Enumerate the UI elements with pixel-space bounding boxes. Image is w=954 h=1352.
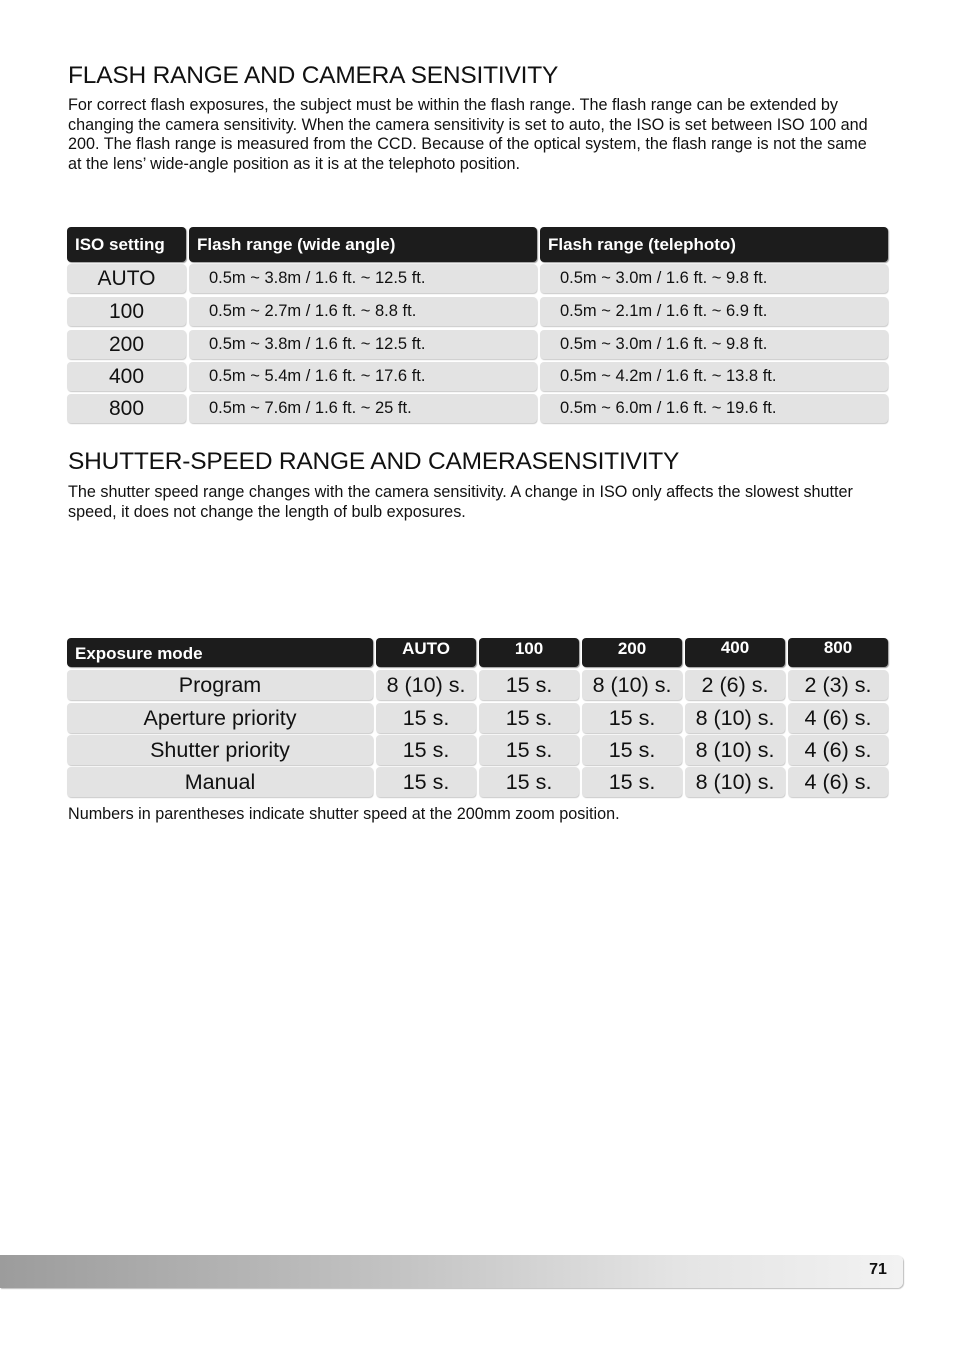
flash-row-iso: 100 [67,297,186,326]
shutter-table-header-iso: 400 [685,638,785,667]
flash-row-wide: 0.5m ~ 3.8m / 1.6 ft. ~ 12.5 ft. [189,330,537,359]
flash-table-header-iso: ISO setting [67,227,186,262]
shutter-row-mode: Aperture priority [67,703,373,733]
shutter-row-value: 8 (10) s. [582,670,682,700]
shutter-row-value: 15 s. [376,767,476,797]
flash-row-wide: 0.5m ~ 3.8m / 1.6 ft. ~ 12.5 ft. [189,264,537,293]
shutter-row-mode: Program [67,670,373,700]
shutter-row-value: 8 (10) s. [376,670,476,700]
shutter-table-header-iso: 100 [479,638,579,667]
shutter-row-mode: Manual [67,767,373,797]
shutter-row-value: 8 (10) s. [685,735,785,765]
shutter-row-value: 8 (10) s. [685,767,785,797]
flash-row-tele: 0.5m ~ 2.1m / 1.6 ft. ~ 6.9 ft. [540,297,888,326]
shutter-row-value: 15 s. [479,703,579,733]
shutter-row-value: 4 (6) s. [788,767,888,797]
shutter-section-paragraph: The shutter speed range changes with the camera sensitivity. A change in ISO only affects the slowest shutter speed, it does not change the length of bulb exposures. [68,483,853,521]
shutter-table-header-iso: AUTO [376,638,476,667]
shutter-row-value: 15 s. [479,670,579,700]
flash-row-tele: 0.5m ~ 4.2m / 1.6 ft. ~ 13.8 ft. [540,362,888,391]
flash-table-header-wide: Flash range (wide angle) [189,227,537,262]
shutter-row-value: 2 (6) s. [685,670,785,700]
flash-row-wide: 0.5m ~ 7.6m / 1.6 ft. ~ 25 ft. [189,394,537,423]
flash-row-wide: 0.5m ~ 2.7m / 1.6 ft. ~ 8.8 ft. [189,297,537,326]
shutter-row-value: 2 (3) s. [788,670,888,700]
flash-table-header-tele: Flash range (telephoto) [540,227,888,262]
flash-row-tele: 0.5m ~ 3.0m / 1.6 ft. ~ 9.8 ft. [540,264,888,293]
page-number: 71 [869,1261,887,1278]
shutter-table-header-iso: 200 [582,638,682,667]
shutter-row-value: 15 s. [479,767,579,797]
flash-row-tele: 0.5m ~ 3.0m / 1.6 ft. ~ 9.8 ft. [540,330,888,359]
shutter-table-header-iso: 800 [788,638,888,667]
shutter-row-value: 15 s. [582,767,682,797]
shutter-row-value: 15 s. [376,735,476,765]
shutter-row-value: 4 (6) s. [788,735,888,765]
shutter-row-value: 4 (6) s. [788,703,888,733]
shutter-row-value: 15 s. [582,735,682,765]
shutter-table-note: Numbers in parentheses indicate shutter speed at the 200mm zoom position. [68,805,620,823]
shutter-section-title: SHUTTER-SPEED RANGE AND CAMERASENSITIVITY [68,448,680,475]
flash-row-iso: 200 [67,330,186,359]
shutter-row-value: 8 (10) s. [685,703,785,733]
flash-section-title: FLASH RANGE AND CAMERA SENSITIVITY [68,62,559,89]
flash-row-tele: 0.5m ~ 6.0m / 1.6 ft. ~ 19.6 ft. [540,394,888,423]
flash-row-iso: 400 [67,362,186,391]
shutter-row-mode: Shutter priority [67,735,373,765]
flash-row-wide: 0.5m ~ 5.4m / 1.6 ft. ~ 17.6 ft. [189,362,537,391]
flash-section-paragraph: For correct flash exposures, the subject must be within the flash range. The flash range can be extended by changing the camera sensitivity. When the camera sensitivity is set to auto, the ISO is set between ISO 100 and 200. The flash range is measured from the CCD. Because of the optical system, the flash range is not the same at the lens’ wide-angle position as it is at the telephoto position. [68,96,868,173]
flash-row-iso: AUTO [67,264,186,293]
shutter-row-value: 15 s. [582,703,682,733]
shutter-row-value: 15 s. [479,735,579,765]
shutter-table-header-mode: Exposure mode [67,638,373,667]
shutter-row-value: 15 s. [376,703,476,733]
footer-bar [0,1255,903,1288]
flash-row-iso: 800 [67,394,186,423]
